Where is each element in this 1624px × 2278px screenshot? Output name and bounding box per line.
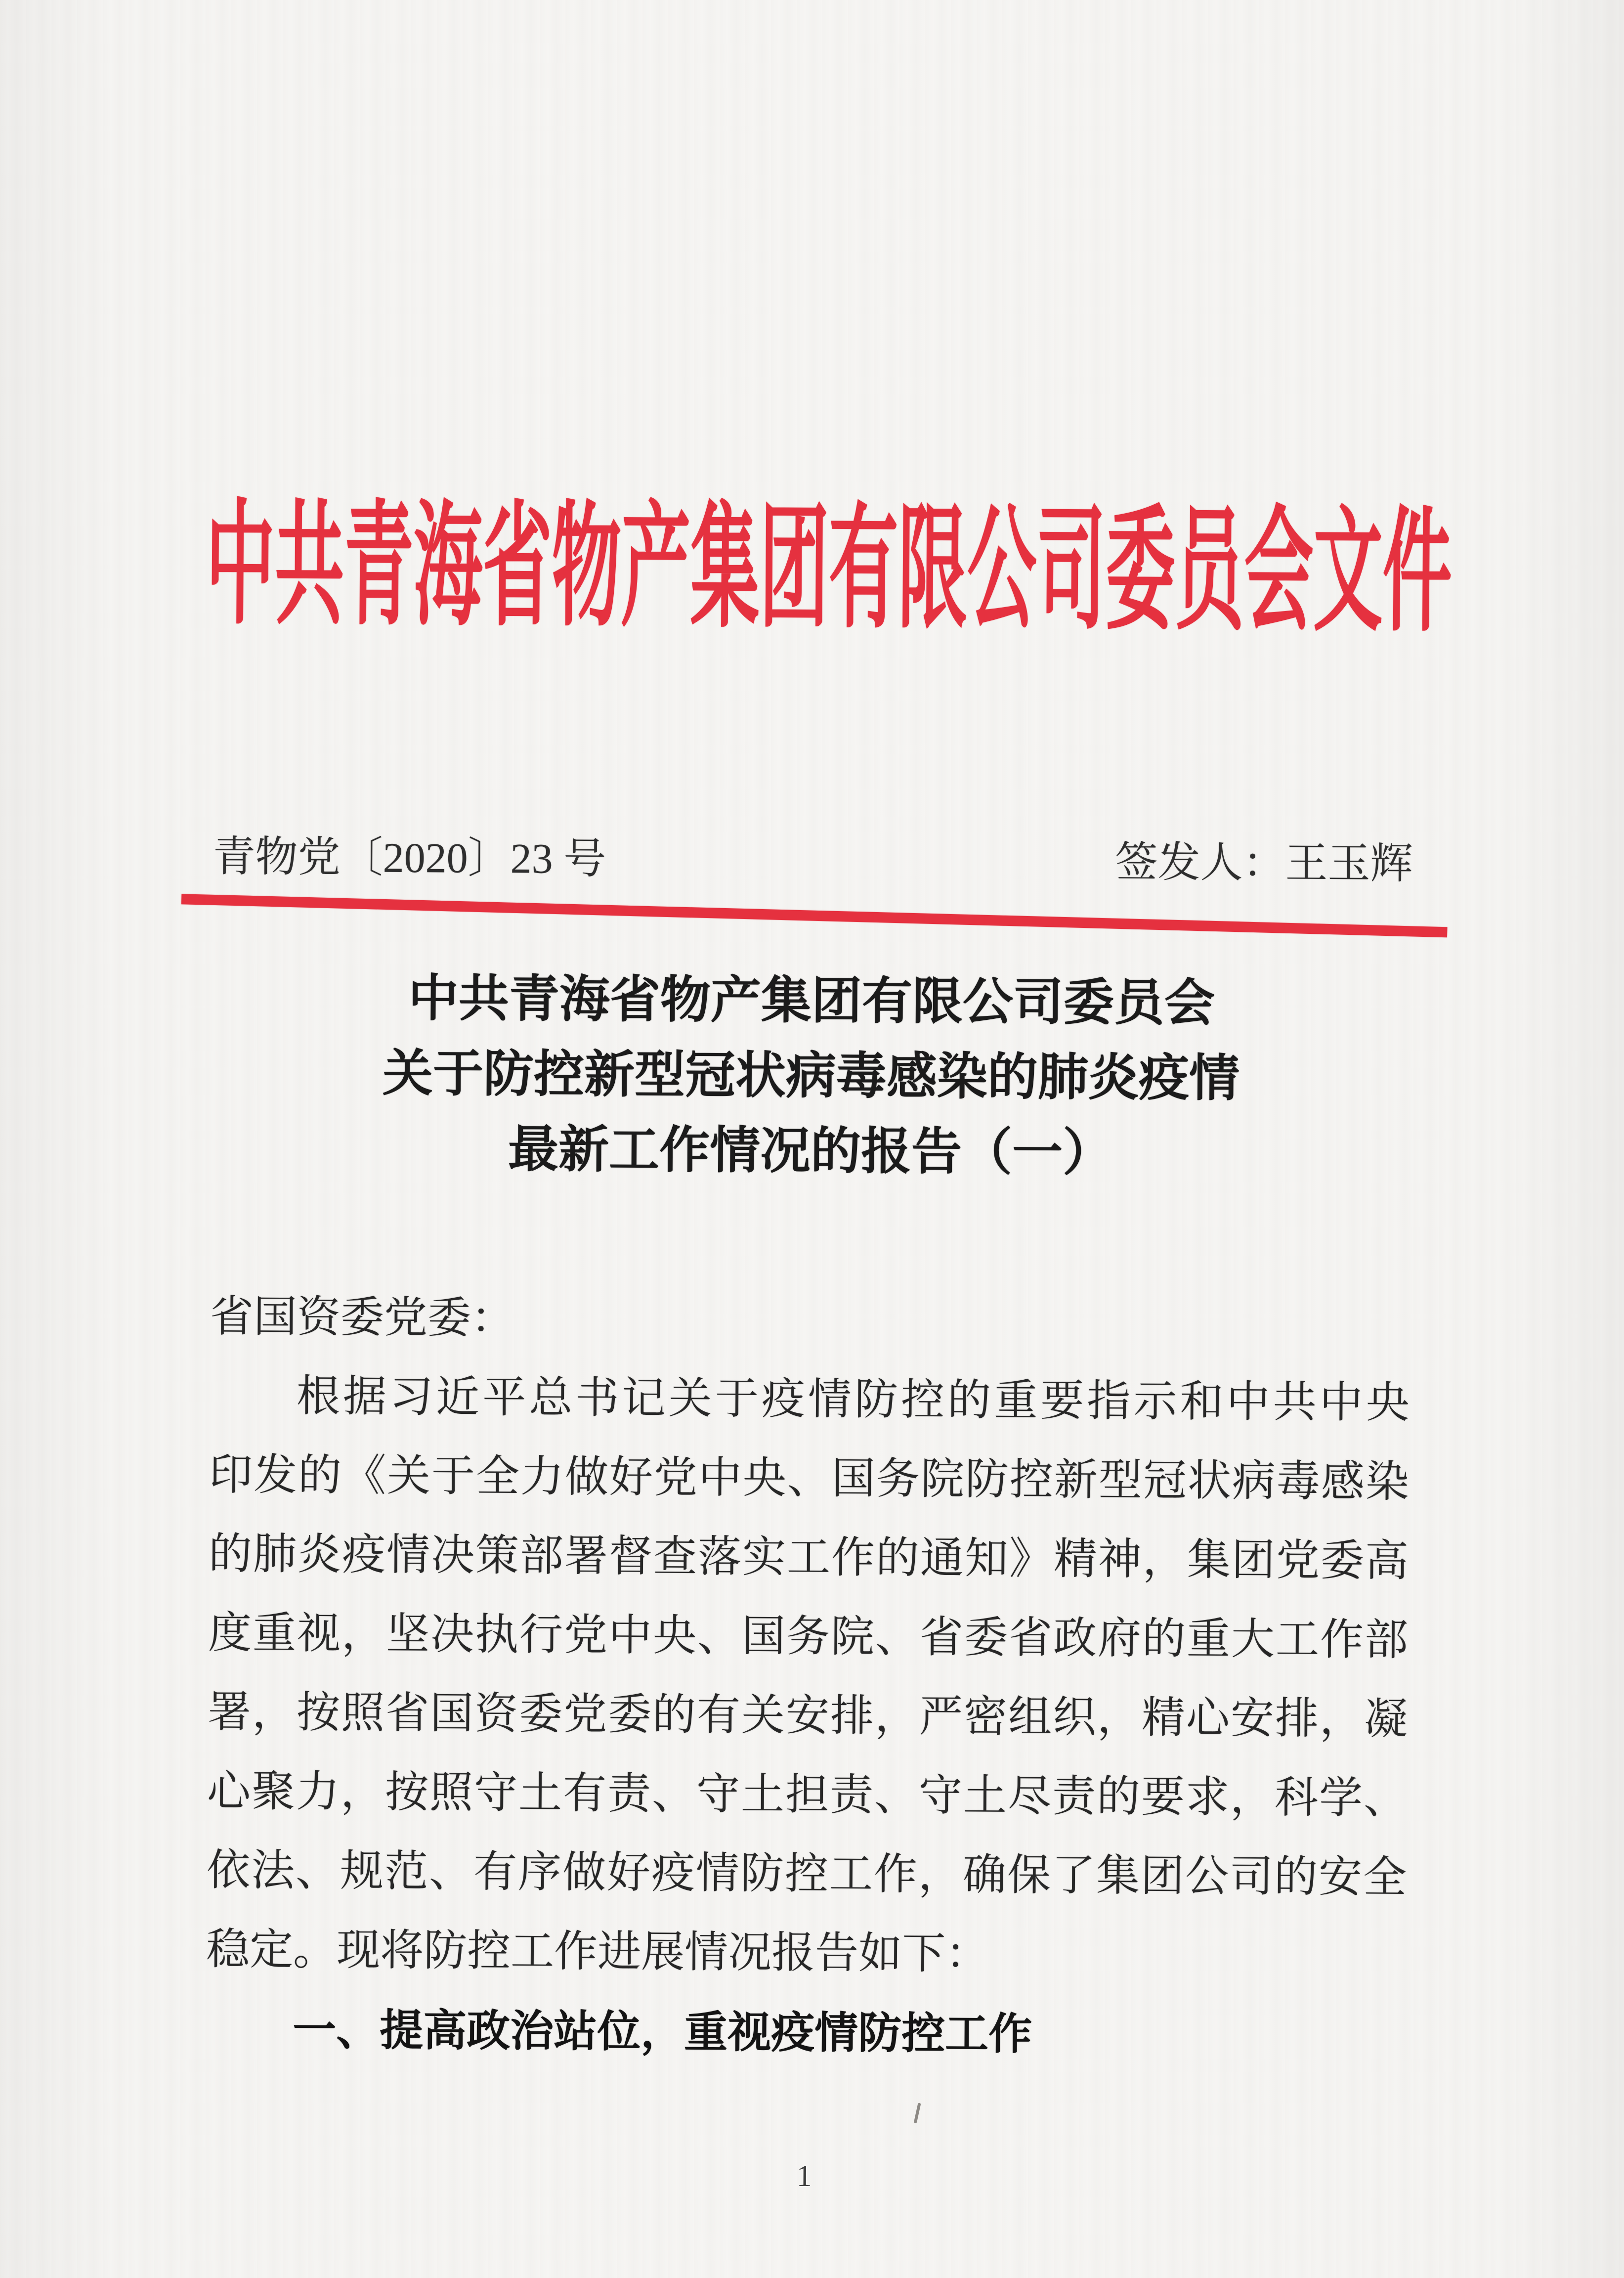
title-line-2: 关于防控新型冠状病毒感染的肺炎疫情 (382, 1045, 1240, 1107)
issuer-name: 王玉辉 (1285, 839, 1413, 888)
body-line-2: 印发的《关于全力做好党中央、国务院防控新型冠状病毒感染 (209, 1451, 1410, 1507)
document-title (0, 958, 1624, 1193)
body-line-6: 心聚力，按照守土有责、守土担责、守土尽责的要求，科学、 (207, 1767, 1408, 1823)
body-line-5: 署，按照省国资委党委的有关安排，严密组织，精心安排，凝 (207, 1688, 1408, 1744)
body-line-8: 稳定。现将防控工作进展情况报告如下： (206, 1926, 989, 1979)
scan-artifact-mark (914, 2103, 921, 2123)
document-number: 青物党〔2020〕23 号 (213, 832, 606, 883)
body-line-3: 的肺炎疫情决策部署督查落实工作的通知》精神，集团党委高 (208, 1530, 1409, 1586)
body-line-1: 根据习近平总书记关于疫情防控的重要指示和中共中央 (296, 1372, 1410, 1428)
red-divider-line (181, 894, 1448, 937)
letterhead-title: 中共青海省物产集团有限公司委员会文件 (205, 491, 1453, 648)
section-heading: 一、提高政治站位，重视疫情防控工作 (292, 2005, 1032, 2059)
document-meta-row (213, 829, 1413, 892)
body-line-7: 依法、规范、有序做好疫情防控工作，确保了集团公司的安全 (206, 1846, 1407, 1902)
issuer-label: 签发人： (1115, 838, 1285, 887)
document-body (206, 1278, 1410, 2076)
issuer (1115, 834, 1413, 892)
body-line-4: 度重视，坚决执行党中央、国务院、省委省政府的重大工作部 (208, 1609, 1409, 1665)
salutation: 省国资委党委： (210, 1293, 515, 1343)
title-line-3: 最新工作情况的报告（一） (508, 1121, 1113, 1181)
title-line-1: 中共青海省物产集团有限公司委员会 (408, 970, 1215, 1031)
page-number: 1 (796, 2159, 812, 2193)
